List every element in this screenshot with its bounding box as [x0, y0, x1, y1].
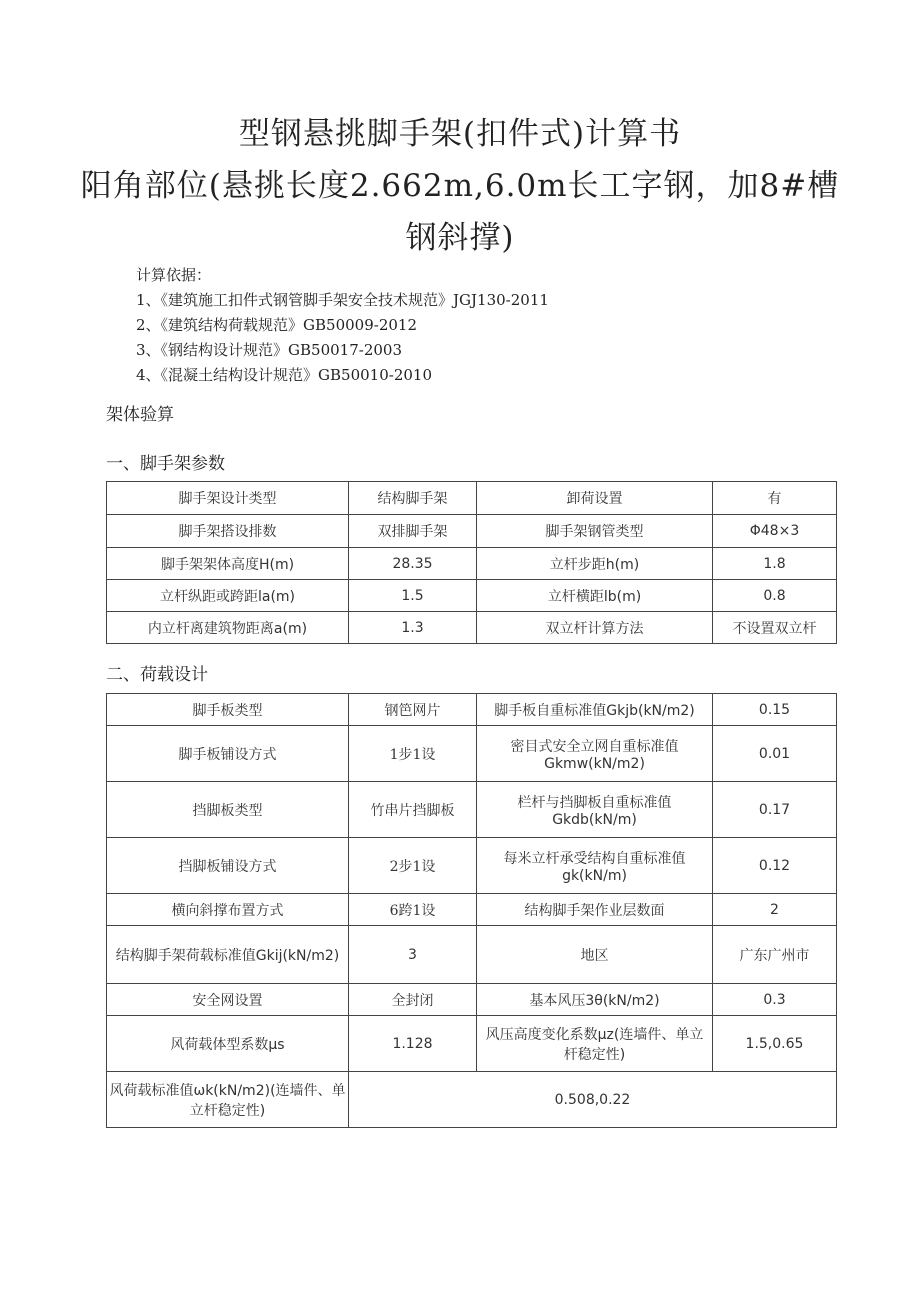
table-cell: 风荷载体型系数μs [107, 1016, 349, 1072]
table-row [107, 726, 837, 782]
scaffold-parameters-table [106, 481, 837, 644]
table-cell: 每米立杆承受结构自重标准值gk(kN/m) [477, 838, 713, 894]
table-cell: 结构脚手架作业层数面 [477, 894, 713, 926]
section-1-heading: 一、脚手架参数 [106, 454, 225, 474]
basis-item: 4、《混凝土结构设计规范》GB50010-2010 [136, 366, 433, 384]
table-cell: 安全网设置 [107, 984, 349, 1016]
table-cell: 脚手板类型 [107, 694, 349, 726]
doc-title-line-1: 型钢悬挑脚手架(扣件式)计算书 [238, 116, 682, 152]
table-cell: 结构脚手架 [349, 482, 477, 515]
table-cell: 卸荷设置 [477, 482, 713, 515]
table-cell: 0.17 [713, 782, 837, 838]
table-cell: 0.01 [713, 726, 837, 782]
table-cell: 立杆纵距或跨距la(m) [107, 580, 349, 612]
table-cell: 栏杆与挡脚板自重标准值Gkdb(kN/m) [477, 782, 713, 838]
table-cell: 脚手板自重标准值Gkjb(kN/m2) [477, 694, 713, 726]
table-row [107, 782, 837, 838]
table-cell: 脚手架钢管类型 [477, 515, 713, 548]
table-row [107, 548, 837, 580]
table-cell: 脚手架设计类型 [107, 482, 349, 515]
table-cell: 风压高度变化系数μz(连墙件、单立杆稳定性) [477, 1016, 713, 1072]
table-cell: 1.8 [713, 548, 837, 580]
doc-title-line-3: 钢斜撑) [405, 220, 515, 256]
table-cell: 挡脚板铺设方式 [107, 838, 349, 894]
table-cell: 双排脚手架 [349, 515, 477, 548]
table-cell: 0.8 [713, 580, 837, 612]
load-design-table [106, 693, 837, 1128]
table-cell: 脚手架搭设排数 [107, 515, 349, 548]
table-cell: 1.128 [349, 1016, 477, 1072]
table-row [107, 612, 837, 644]
table-cell: 密目式安全立网自重标准值Gkmw(kN/m2) [477, 726, 713, 782]
table-cell: 地区 [477, 926, 713, 984]
table-cell: 0.15 [713, 694, 837, 726]
table-row [107, 838, 837, 894]
table-cell: 有 [713, 482, 837, 515]
table-cell: 横向斜撑布置方式 [107, 894, 349, 926]
table-cell: 1.3 [349, 612, 477, 644]
table-cell: 不设置双立杆 [713, 612, 837, 644]
table-cell: 基本风压3θ(kN/m2) [477, 984, 713, 1016]
table-cell: Φ48×3 [713, 515, 837, 548]
calculation-basis [136, 263, 549, 388]
table-cell: 钢笆网片 [349, 694, 477, 726]
table-cell: 1.5,0.65 [713, 1016, 837, 1072]
table-cell: 1步1设 [349, 726, 477, 782]
table-cell: 3 [349, 926, 477, 984]
table-cell: 2步1设 [349, 838, 477, 894]
table-cell: 广东广州市 [713, 926, 837, 984]
basis-item: 1、《建筑施工扣件式钢管脚手架安全技术规范》JGJ130-2011 [136, 291, 549, 309]
table-cell: 内立杆离建筑物距离a(m) [107, 612, 349, 644]
table-cell: 1.5 [349, 580, 477, 612]
table-cell: 立杆横距lb(m) [477, 580, 713, 612]
table-row [107, 515, 837, 548]
table-row [107, 482, 837, 515]
table-cell: 脚手板铺设方式 [107, 726, 349, 782]
basis-heading: 计算依据： [136, 266, 212, 284]
table-row [107, 984, 837, 1016]
table-cell: 结构脚手架荷载标准值Gkij(kN/m2) [107, 926, 349, 984]
table-cell: 风荷载标准值ωk(kN/m2)(连墙件、单立杆稳定性) [107, 1072, 349, 1128]
table-cell: 2 [713, 894, 837, 926]
table-row [107, 894, 837, 926]
table-row [107, 1072, 837, 1128]
table-cell: 脚手架架体高度H(m) [107, 548, 349, 580]
table-cell: 全封闭 [349, 984, 477, 1016]
table-row [107, 926, 837, 984]
table-row [107, 1016, 837, 1072]
table-cell: 6跨1设 [349, 894, 477, 926]
table-row [107, 694, 837, 726]
doc-title-line-2: 阳角部位(悬挑长度2.662m,6.0m长工字钢，加8#槽 [80, 168, 840, 204]
table-cell: 双立杆计算方法 [477, 612, 713, 644]
table-cell: 0.508,0.22 [349, 1072, 837, 1128]
table-cell: 挡脚板类型 [107, 782, 349, 838]
table-cell: 28.35 [349, 548, 477, 580]
table-cell: 0.12 [713, 838, 837, 894]
table-cell: 0.3 [713, 984, 837, 1016]
basis-item: 3、《钢结构设计规范》GB50017-2003 [136, 341, 403, 359]
table-cell: 立杆步距h(m) [477, 548, 713, 580]
section-2-heading: 二、荷载设计 [106, 665, 208, 685]
table-cell: 竹串片挡脚板 [349, 782, 477, 838]
frame-check-heading: 架体验算 [106, 405, 174, 425]
table-row [107, 580, 837, 612]
basis-item: 2、《建筑结构荷载规范》GB50009-2012 [136, 316, 418, 334]
